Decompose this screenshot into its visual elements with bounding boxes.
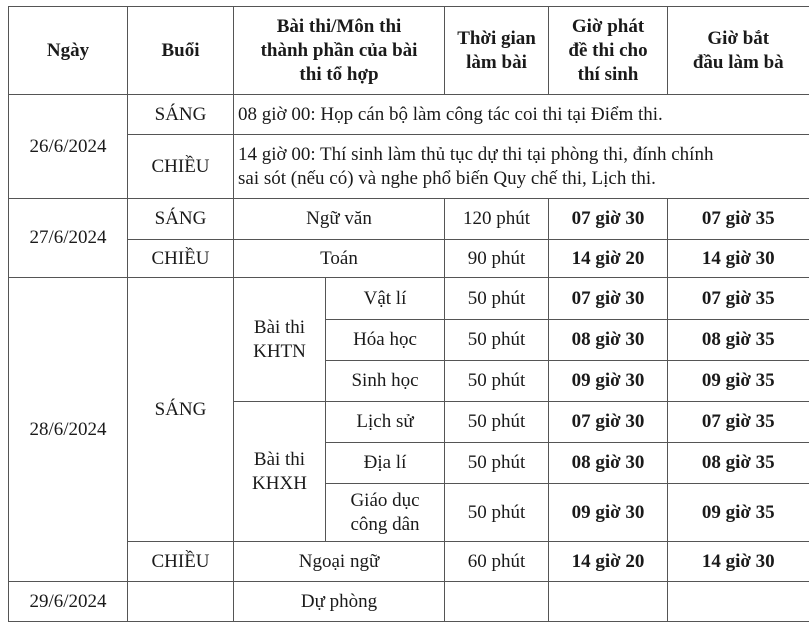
subject-line1: Giáo dục: [350, 489, 420, 511]
header-thoi-gian-line1: Thời gian: [457, 27, 536, 49]
header-bai-thi-line1: Bài thi/Môn thi: [276, 15, 402, 37]
start-time-cell-empty: [668, 582, 809, 622]
start-time-cell: 08 giờ 35: [668, 320, 809, 361]
header-gio-bat-dau-line1: Giờ bắt: [707, 27, 770, 49]
exam-schedule-table: [8, 6, 809, 622]
duration-cell: 50 phút: [445, 484, 549, 542]
header-ngay: Ngày: [9, 7, 128, 95]
table-row: [9, 199, 809, 240]
subject-cell: Địa lí: [326, 443, 445, 484]
session-cell: CHIỀU: [128, 542, 234, 582]
subject-cell: Dự phòng: [234, 582, 445, 622]
distribute-time-cell: 07 giờ 30: [549, 402, 668, 443]
date-cell-27-6: 27/6/2024: [9, 199, 128, 278]
table-row: [9, 542, 809, 582]
distribute-time-cell: 08 giờ 30: [549, 443, 668, 484]
header-gio-bat-dau-line2: đầu làm bà: [692, 51, 784, 73]
header-gio-phat-line2: đề thi cho: [568, 39, 648, 61]
distribute-time-cell: 08 giờ 30: [549, 320, 668, 361]
start-time-cell: 14 giờ 30: [668, 542, 809, 582]
duration-cell: 50 phút: [445, 443, 549, 484]
subject-cell: Sinh học: [326, 361, 445, 402]
subject-cell: Ngữ văn: [234, 199, 445, 240]
start-time-cell: 09 giờ 35: [668, 484, 809, 542]
session-cell: SÁNG: [128, 95, 234, 135]
date-cell-29-6: 29/6/2024: [9, 582, 128, 622]
subject-cell: Hóa học: [326, 320, 445, 361]
start-time-cell: 09 giờ 35: [668, 361, 809, 402]
table-row: [9, 582, 809, 622]
duration-cell: 50 phút: [445, 320, 549, 361]
distribute-time-cell: 14 giờ 20: [549, 542, 668, 582]
subject-line2: công dân: [350, 513, 420, 535]
table-row: [9, 240, 809, 278]
distribute-time-cell: 09 giờ 30: [549, 361, 668, 402]
date-cell-28-6: 28/6/2024: [9, 278, 128, 582]
schedule-container: [8, 6, 809, 622]
header-gio-phat: [549, 7, 668, 95]
combo-khxh-line1: Bài thi: [253, 448, 306, 470]
table-row: [9, 95, 809, 135]
duration-cell: 50 phút: [445, 361, 549, 402]
start-time-cell: 07 giờ 35: [668, 278, 809, 320]
subject-cell: Toán: [234, 240, 445, 278]
header-bai-thi-line2: thành phần của bài: [260, 39, 418, 61]
header-thoi-gian: [445, 7, 549, 95]
distribute-time-cell: 07 giờ 30: [549, 278, 668, 320]
session-cell: SÁNG: [128, 199, 234, 240]
duration-cell: 90 phút: [445, 240, 549, 278]
note-cell: 08 giờ 00: Họp cán bộ làm công tác coi thi tại Điểm thi.: [234, 95, 809, 135]
start-time-cell: 07 giờ 35: [668, 402, 809, 443]
header-gio-bat-dau: [668, 7, 809, 95]
subject-cell: Ngoại ngữ: [234, 542, 445, 582]
combo-khxh-line2: KHXH: [252, 472, 307, 494]
start-time-cell: 08 giờ 35: [668, 443, 809, 484]
duration-cell-empty: [445, 582, 549, 622]
note-line1: 14 giờ 00: Thí sinh làm thủ tục dự thi tại phòng thi, đính chính: [238, 143, 714, 165]
distribute-time-cell: 07 giờ 30: [549, 199, 668, 240]
session-cell: CHIỀU: [128, 240, 234, 278]
session-cell: CHIỀU: [128, 135, 234, 199]
session-cell: SÁNG: [128, 278, 234, 542]
combo-khtn-cell: [234, 278, 326, 402]
subject-cell: [326, 484, 445, 542]
combo-khtn-line2: KHTN: [253, 340, 306, 362]
header-gio-phat-line3: thí sinh: [577, 63, 639, 85]
table-row: [9, 135, 809, 199]
duration-cell: 120 phút: [445, 199, 549, 240]
header-gio-phat-line1: Giờ phát: [571, 15, 645, 37]
start-time-cell: 07 giờ 35: [668, 199, 809, 240]
duration-cell: 50 phút: [445, 278, 549, 320]
note-line2: sai sót (nếu có) và nghe phổ biến Quy chế thi, Lịch thi.: [238, 167, 656, 189]
combo-khtn-line1: Bài thi: [253, 316, 306, 338]
start-time-cell: 14 giờ 30: [668, 240, 809, 278]
header-row: [9, 7, 809, 95]
distribute-time-cell: 14 giờ 20: [549, 240, 668, 278]
distribute-time-cell-empty: [549, 582, 668, 622]
combo-khxh-cell: [234, 402, 326, 542]
note-cell: [234, 135, 809, 199]
duration-cell: 60 phút: [445, 542, 549, 582]
subject-cell: Lịch sử: [326, 402, 445, 443]
distribute-time-cell: 09 giờ 30: [549, 484, 668, 542]
date-cell-26-6: 26/6/2024: [9, 95, 128, 199]
table-row: [9, 278, 809, 320]
header-bai-thi-line3: thi tổ hợp: [299, 63, 379, 85]
header-bai-thi: [234, 7, 445, 95]
duration-cell: 50 phút: [445, 402, 549, 443]
session-cell-empty: [128, 582, 234, 622]
subject-cell: Vật lí: [326, 278, 445, 320]
header-thoi-gian-line2: làm bài: [466, 51, 527, 73]
header-buoi: Buổi: [128, 7, 234, 95]
